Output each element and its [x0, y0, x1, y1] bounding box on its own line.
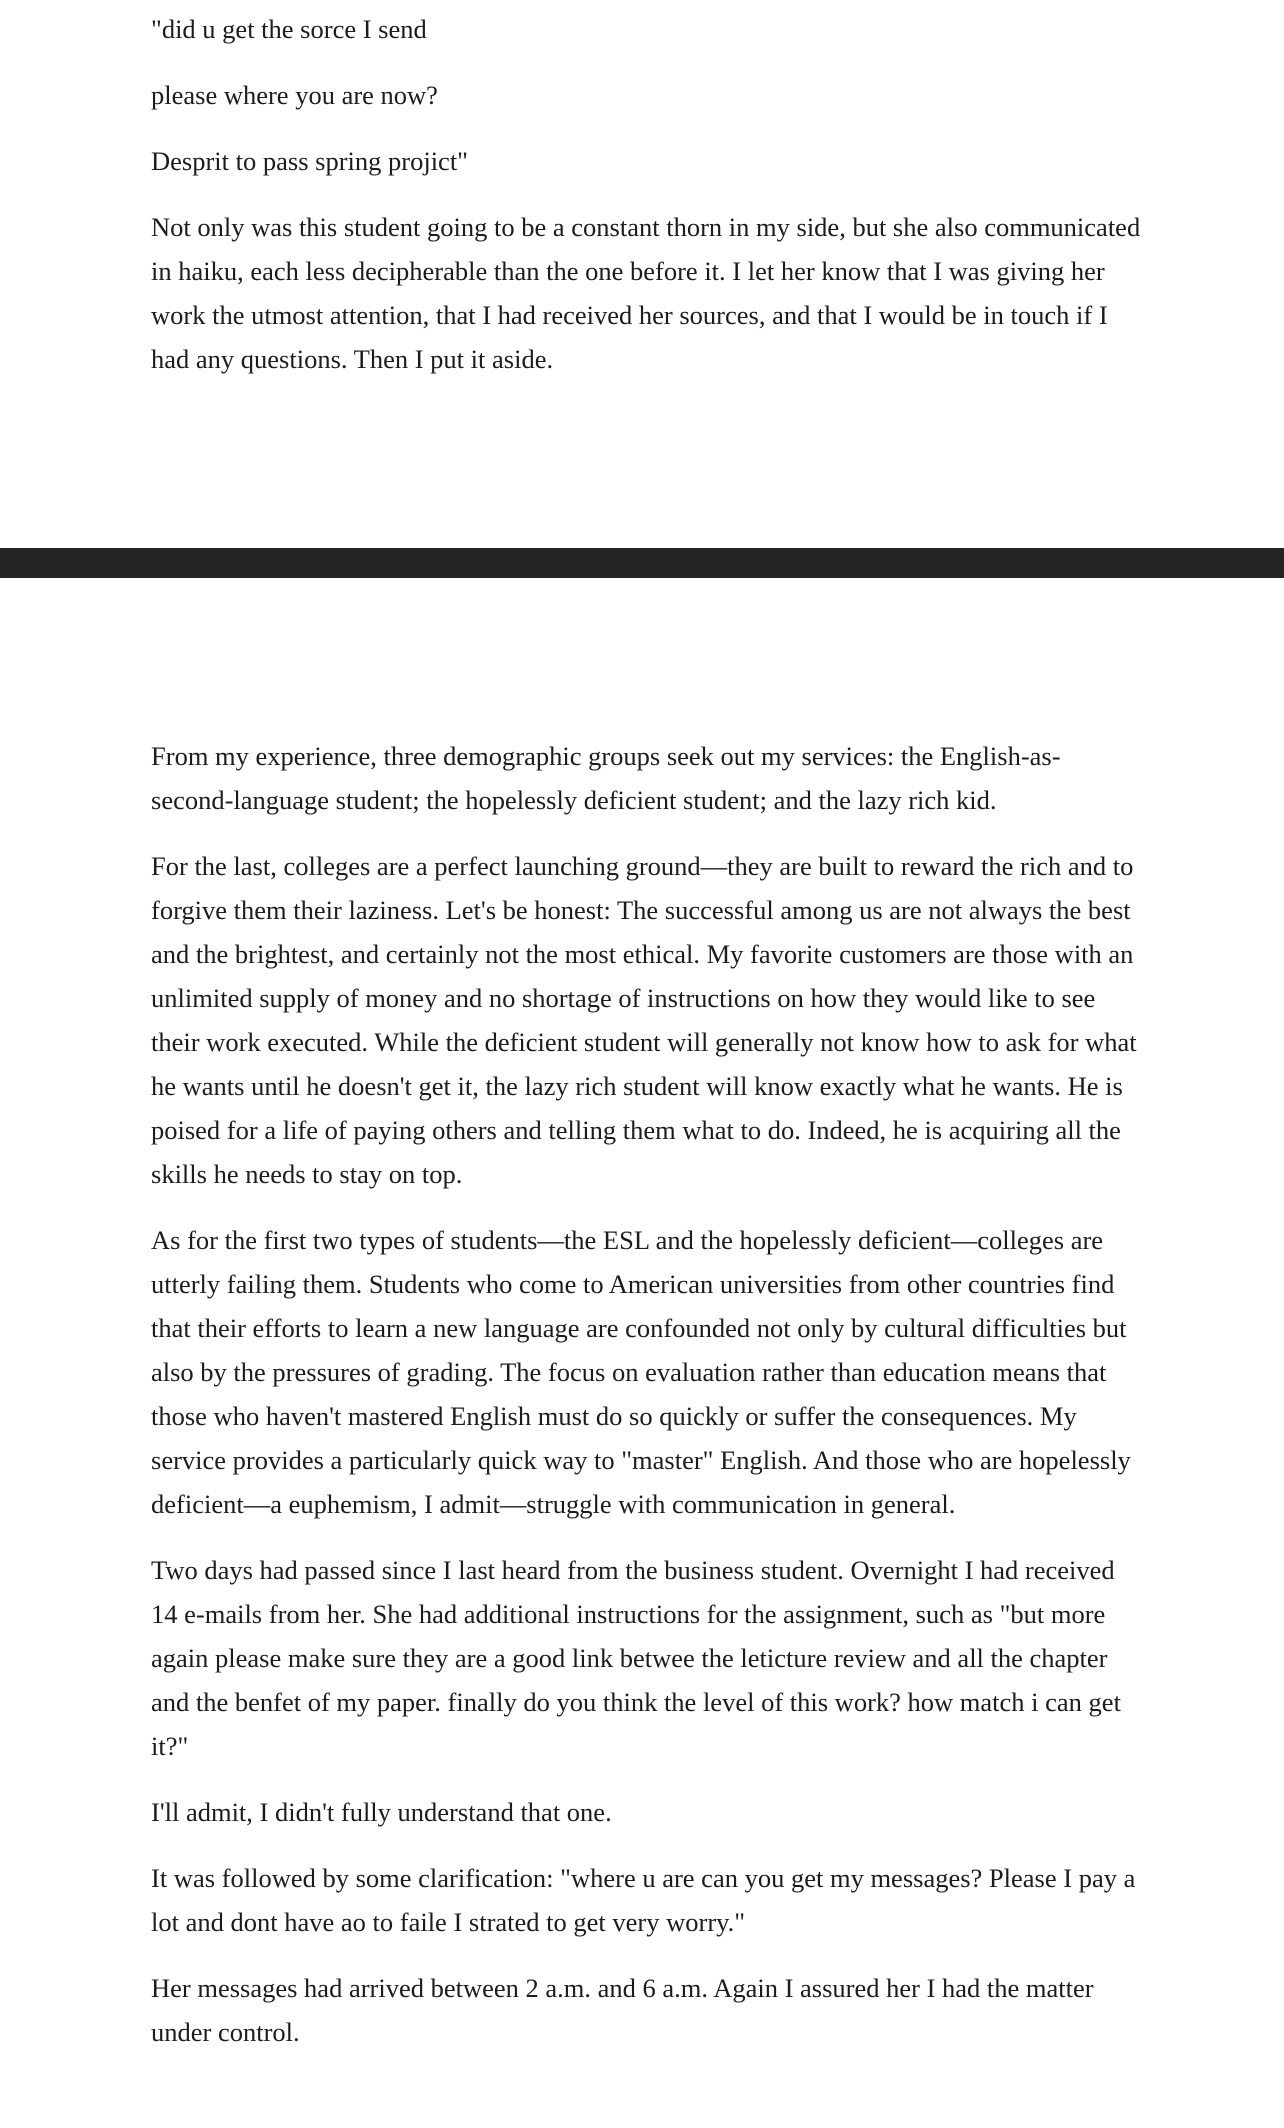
quote-line-1: "did u get the sorce I send	[151, 14, 427, 44]
paragraph: From my experience, three demographic groups seek out my services: the English-as-second-language student; the hopelessly deficient student; and the lazy rich kid.	[151, 741, 1061, 815]
quote-line-3: Desprit to pass spring projict"	[151, 146, 469, 176]
paragraph: For the last, colleges are a perfect launching ground—they are built to reward the rich and to forgive them their laziness. Let's be honest: The successful among us are not always the best and the brightest, and certainly not the most ethical. My favorite customers are those with an unlimited supply of money and no shortage of instructions on how they would like to see their work executed. While the deficient student will generally not know how to ask for what he wants until he doesn't get it, the lazy rich student will know exactly what he wants. He is poised for a life of paying others and telling them what to do. Indeed, he is acquiring all the skills he needs to stay on top.	[151, 851, 1137, 1189]
paragraph: It was followed by some clarification: "where u are can you get my messages? Please I pay a lot and dont have ao to faile I strated to get very worry."	[151, 1863, 1136, 1937]
article-body-top	[151, 7, 1141, 403]
article-body-bottom	[151, 734, 1141, 2076]
paragraph: Not only was this student going to be a constant thorn in my side, but she also communicated in haiku, each less decipherable than the one before it. I let her know that I was giving her work the utmost attention, that I had received her sources, and that I would be in touch if I had any questions. Then I put it aside.	[151, 212, 1141, 374]
section-divider	[0, 548, 1284, 578]
quote-line-2: please where you are now?	[151, 80, 438, 110]
paragraph: Her messages had arrived between 2 a.m. and 6 a.m. Again I assured her I had the matter under control.	[151, 1973, 1094, 2047]
paragraph: I'll admit, I didn't fully understand that one.	[151, 1797, 612, 1827]
paragraph: As for the first two types of students—the ESL and the hopelessly deficient—colleges are utterly failing them. Students who come to American universities from other countries find that their efforts to learn a new language are confounded not only by cultural difficulties but also by the pressures of grading. The focus on evaluation rather than education means that those who haven't mastered English must do so quickly or suffer the consequences. My service provides a particularly quick way to "master" English. And those who are hopelessly deficient—a euphemism, I admit—struggle with communication in general.	[151, 1225, 1131, 1519]
paragraph: Two days had passed since I last heard from the business student. Overnight I had received 14 e-mails from her. She had additional instructions for the assignment, such as "but more again please make sure they are a good link betwee the leticture review and all the chapter and the benfet of my paper. finally do you think the level of this work? how match i can get it?"	[151, 1555, 1121, 1761]
